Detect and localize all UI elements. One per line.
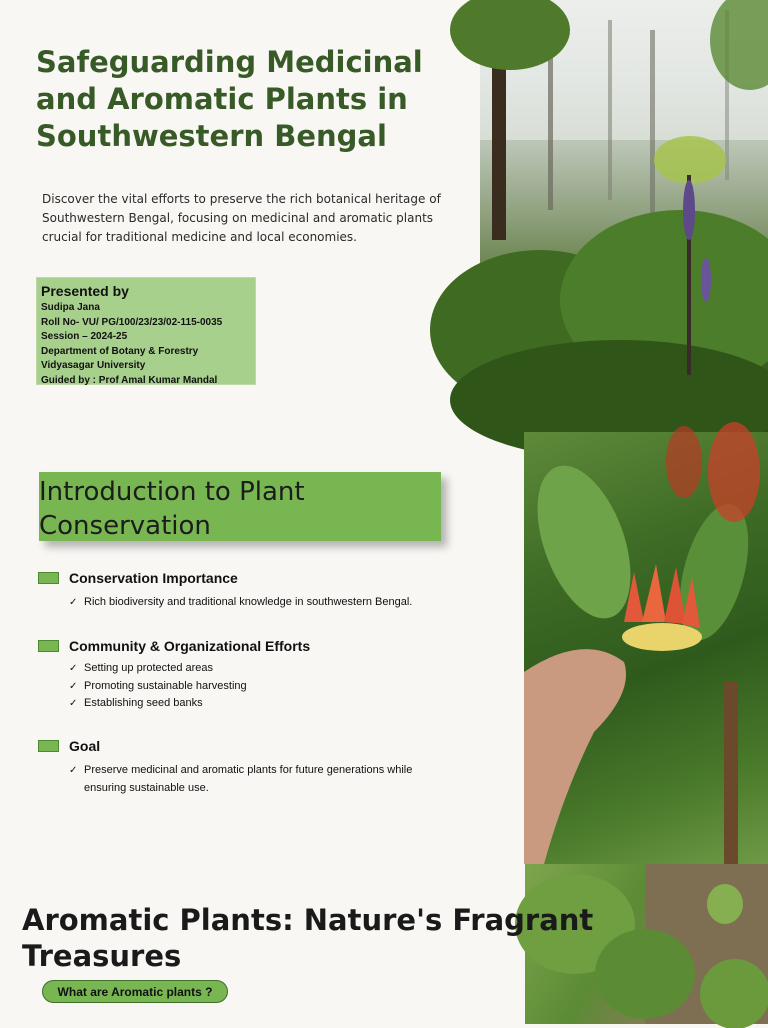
presenter-box <box>36 277 256 385</box>
list-item-text: Preserve medicinal and aromatic plants for future generations while ensuring sustainable use. <box>84 764 413 794</box>
page-title: Safeguarding Medicinal and Aromatic Plants in Southwestern Bengal <box>36 45 423 153</box>
forest-illustration <box>480 0 768 432</box>
presenter-roll-no: Roll No- VU/ PG/100/23/23/02-115-0035 <box>41 316 223 328</box>
checkmark-icon: ✓ <box>69 680 78 692</box>
bullet-square-icon <box>38 572 59 584</box>
presenter-session: Session – 2024-25 <box>41 331 128 342</box>
list-item-text: Rich biodiversity and traditional knowledge in southwestern Bengal. <box>84 596 413 608</box>
section-goal <box>38 736 458 797</box>
what-are-aromatic-plants-button[interactable]: What are Aromatic plants ? <box>42 980 228 1003</box>
section-community-efforts <box>38 636 458 713</box>
list-item <box>69 678 458 696</box>
checkmark-icon: ✓ <box>69 663 78 674</box>
intro-description: Discover the vital efforts to preserve the rich botanical heritage of Southwestern Bengal, focusing on medicinal and aromatic plants crucial for traditional medicine and local economies. <box>42 192 441 244</box>
presenter-guide: Guided by : Prof Amal Kumar Mandal <box>41 374 218 386</box>
presenter-heading: Presented by <box>41 283 129 299</box>
flower-illustration <box>524 432 768 864</box>
presenter-university: Vidyasagar University <box>41 360 146 371</box>
list-item <box>69 695 458 713</box>
section-heading-introduction: Introduction to Plant Conservation <box>39 472 441 541</box>
checkmark-icon: ✓ <box>69 698 78 709</box>
list-item <box>69 762 429 797</box>
list-item <box>69 594 458 612</box>
section-title: Conservation Importance <box>69 570 238 586</box>
section-title: Goal <box>69 738 101 754</box>
presenter-department: Department of Botany & Forestry <box>41 345 199 357</box>
section-title: Community & Organizational Efforts <box>69 638 311 654</box>
checkmark-icon: ✓ <box>69 597 78 608</box>
list-item <box>69 660 458 678</box>
bullet-square-icon <box>38 640 59 652</box>
list-item-text: Establishing seed banks <box>84 697 203 709</box>
checkmark-icon: ✓ <box>69 765 78 776</box>
gloriosa-flower-photo <box>524 432 768 864</box>
list-item-text: Promoting sustainable harvesting <box>84 679 247 692</box>
section-conservation-importance <box>38 568 458 612</box>
list-item-text: Setting up protected areas <box>84 662 214 674</box>
aromatic-heading-text: Aromatic Plants: Nature's Fragrant Treasures <box>22 903 594 973</box>
bullet-square-icon <box>38 740 59 752</box>
presenter-name: Sudipa Jana <box>41 302 100 313</box>
forest-photo <box>480 0 768 432</box>
aromatic-plants-heading <box>22 902 594 974</box>
